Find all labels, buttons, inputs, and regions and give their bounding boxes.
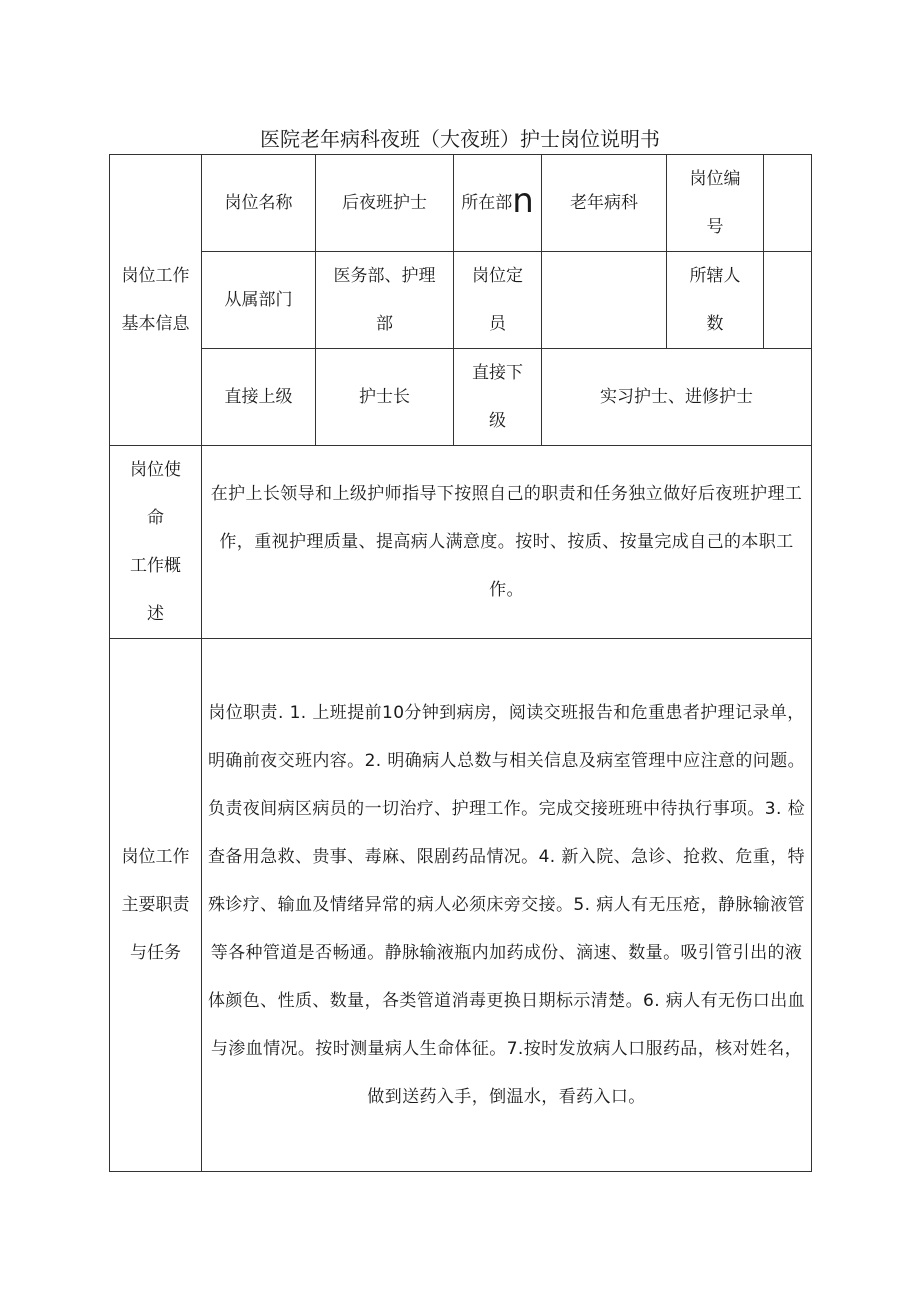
duties-section-label [110,639,202,1172]
post-name-label-text: 岗位名称 [224,193,293,213]
post-number-value [764,155,812,252]
direct-superior-label [202,349,316,446]
post-name-value [316,155,454,252]
parent-department-value [316,252,454,349]
staff-quota-label [454,252,542,349]
department-value-text: 老年病科 [570,193,638,213]
duties-text-cell [202,639,812,1172]
mission-label-line2: 命 [147,508,164,528]
department-label [454,155,542,252]
post-number-label-line1: 岗位编 [689,169,741,189]
direct-superior-label-text: 直接上级 [224,387,293,407]
basic-info-row-1 [110,155,812,252]
parent-department-label-text: 从属部门 [224,290,293,310]
staff-quota-label-line2: 员 [489,314,506,334]
parent-department-label [202,252,316,349]
direct-subordinate-value [542,349,812,446]
basic-info-label-line1: 岗位工作 [121,266,190,286]
direct-superior-value [316,349,454,446]
post-number-label-line2: 号 [706,217,724,237]
mission-label-line3: 工作概 [130,556,181,576]
document-title: 医院老年病科夜班（大夜班）护士岗位说明书 [260,127,660,151]
mission-label-line1: 岗位使 [130,460,181,480]
department-label-text: 所在部 [461,193,513,213]
duties-text: 岗位职责. 1. 上班提前10分钟到病房，阅读交班报告和危重患者护理记录单，明确前夜交班内容。2. 明确病人总数与相关信息及病室管理中应注意的问题。负责夜间病区病员的一切治疗、护理工作。完成交接班班中待执行事项。3. 检查备用急救、贵事、毒麻、限剧药品情况。4. 新入院、急诊、抢救、危重，特殊诊疗、输血及情绪异常的病人必须床旁交接。5. 病人有无压疮，静脉输液管等各种管道是否畅通。静脉输液瓶内加药成份、滴速、数量。吸引管引出的液体颜色、性质、数量，各类管道消毒更换日期标示清楚。6. 病人有无伤口出血与渗血情况。按时测量病人生命体征。7.按时发放病人口服药品，核对姓名，做到送药入手，倒温水，看药入口。 [207,703,806,1107]
basic-info-row-2 [110,252,812,349]
direct-subordinate-label-line1: 直接下 [472,363,523,383]
duties-label-line2: 主要职责 [121,895,190,915]
post-name-value-text: 后夜班护士 [342,193,427,213]
basic-info-label-line2: 基本信息 [121,314,190,334]
direct-subordinate-label-line2: 级 [489,411,506,431]
staff-count-label-line2: 数 [706,314,724,334]
department-label-tail: n [512,181,534,221]
duties-label-line1: 岗位工作 [121,847,190,867]
post-name-label [202,155,316,252]
direct-subordinate-value-text: 实习护士、进修护士 [600,387,753,407]
parent-department-value-line2: 部 [376,314,393,334]
mission-text-cell [202,446,812,639]
duties-label-line3: 与任务 [130,943,181,963]
basic-info-section-label [110,155,202,446]
mission-section-label [110,446,202,639]
mission-text: 在护上长领导和上级护师指导下按照自己的职责和任务独立做好后夜班护理工作，重视护理质量、提高病人满意度。按时、按质、按量完成自己的本职工作。 [210,484,803,600]
direct-superior-value-text: 护士长 [359,387,410,407]
job-description-table [109,154,812,1172]
department-value [542,155,667,252]
mission-label-line4: 述 [147,604,164,624]
direct-subordinate-label [454,349,542,446]
staff-count-label-line1: 所辖人 [689,266,741,286]
post-number-label [667,155,764,252]
staff-count-label [667,252,764,349]
basic-info-row-3 [110,349,812,446]
duties-row [110,639,812,1172]
staff-quota-value [542,252,667,349]
staff-quota-label-line1: 岗位定 [472,266,523,286]
parent-department-value-line1: 医务部、护理 [333,266,436,286]
mission-row [110,446,812,639]
staff-count-value [764,252,812,349]
